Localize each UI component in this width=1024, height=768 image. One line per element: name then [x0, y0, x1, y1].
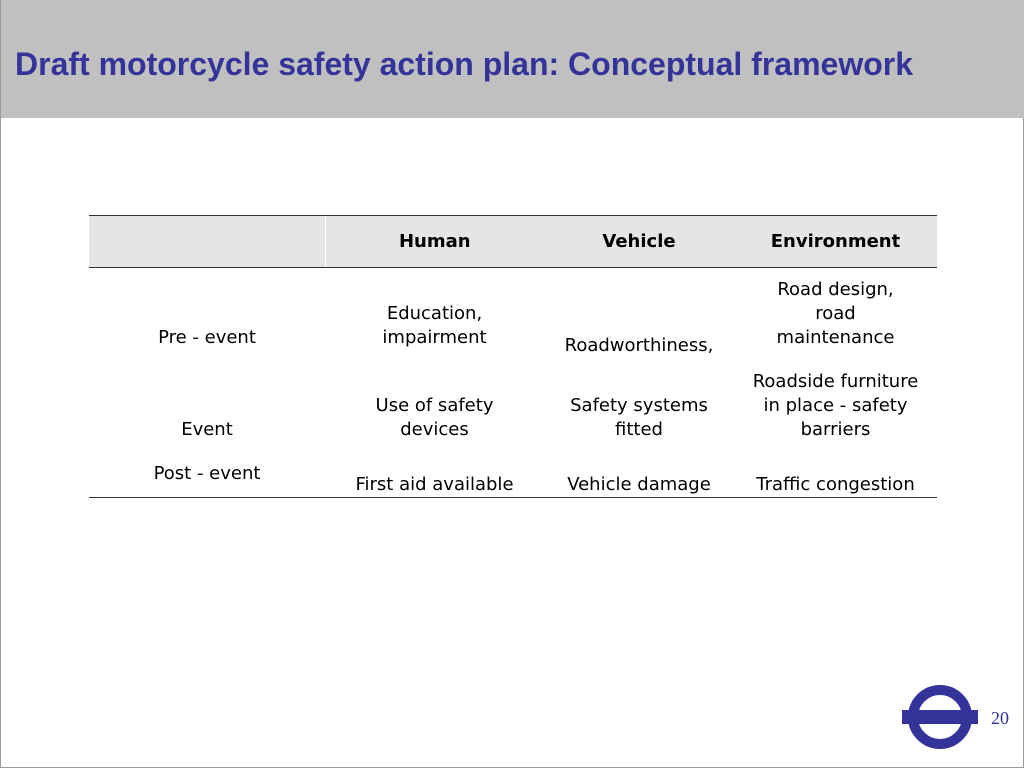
header-cell-environment: Environment: [734, 216, 937, 268]
cell-vehicle: Vehicle damage: [544, 450, 734, 498]
table-header-row: [89, 216, 937, 268]
row-label-pre-event: Pre - event: [158, 327, 256, 348]
page-number: 20: [991, 708, 1009, 728]
conceptual-framework-table: [89, 215, 937, 498]
table-row: [89, 450, 937, 498]
table-row: [89, 268, 937, 359]
slide-title: Draft motorcycle safety action plan: Conceptual framework: [15, 46, 913, 82]
header-cell-corner: [89, 216, 325, 268]
row-label-post-event: Post - event: [89, 450, 325, 498]
cell-environment: Traffic congestion: [734, 450, 937, 498]
title-bar: [1, 0, 1024, 118]
cell-environment: Roadside furniture in place - safety barriers: [752, 371, 919, 440]
roundel-icon: [900, 684, 980, 750]
cell-human: Education, impairment: [382, 303, 487, 348]
header-cell-vehicle: Vehicle: [544, 216, 734, 268]
cell-environment: Road design, road maintenance: [776, 279, 895, 348]
cell-human: First aid available: [325, 450, 544, 498]
header-cell-human: Human: [325, 216, 544, 268]
row-label-event: Event: [181, 419, 233, 440]
cell-vehicle: Safety systems fitted: [570, 395, 708, 440]
table-row: [89, 358, 937, 450]
cell-human: Use of safety devices: [375, 395, 494, 440]
cell-vehicle: Roadworthiness,: [564, 335, 714, 356]
